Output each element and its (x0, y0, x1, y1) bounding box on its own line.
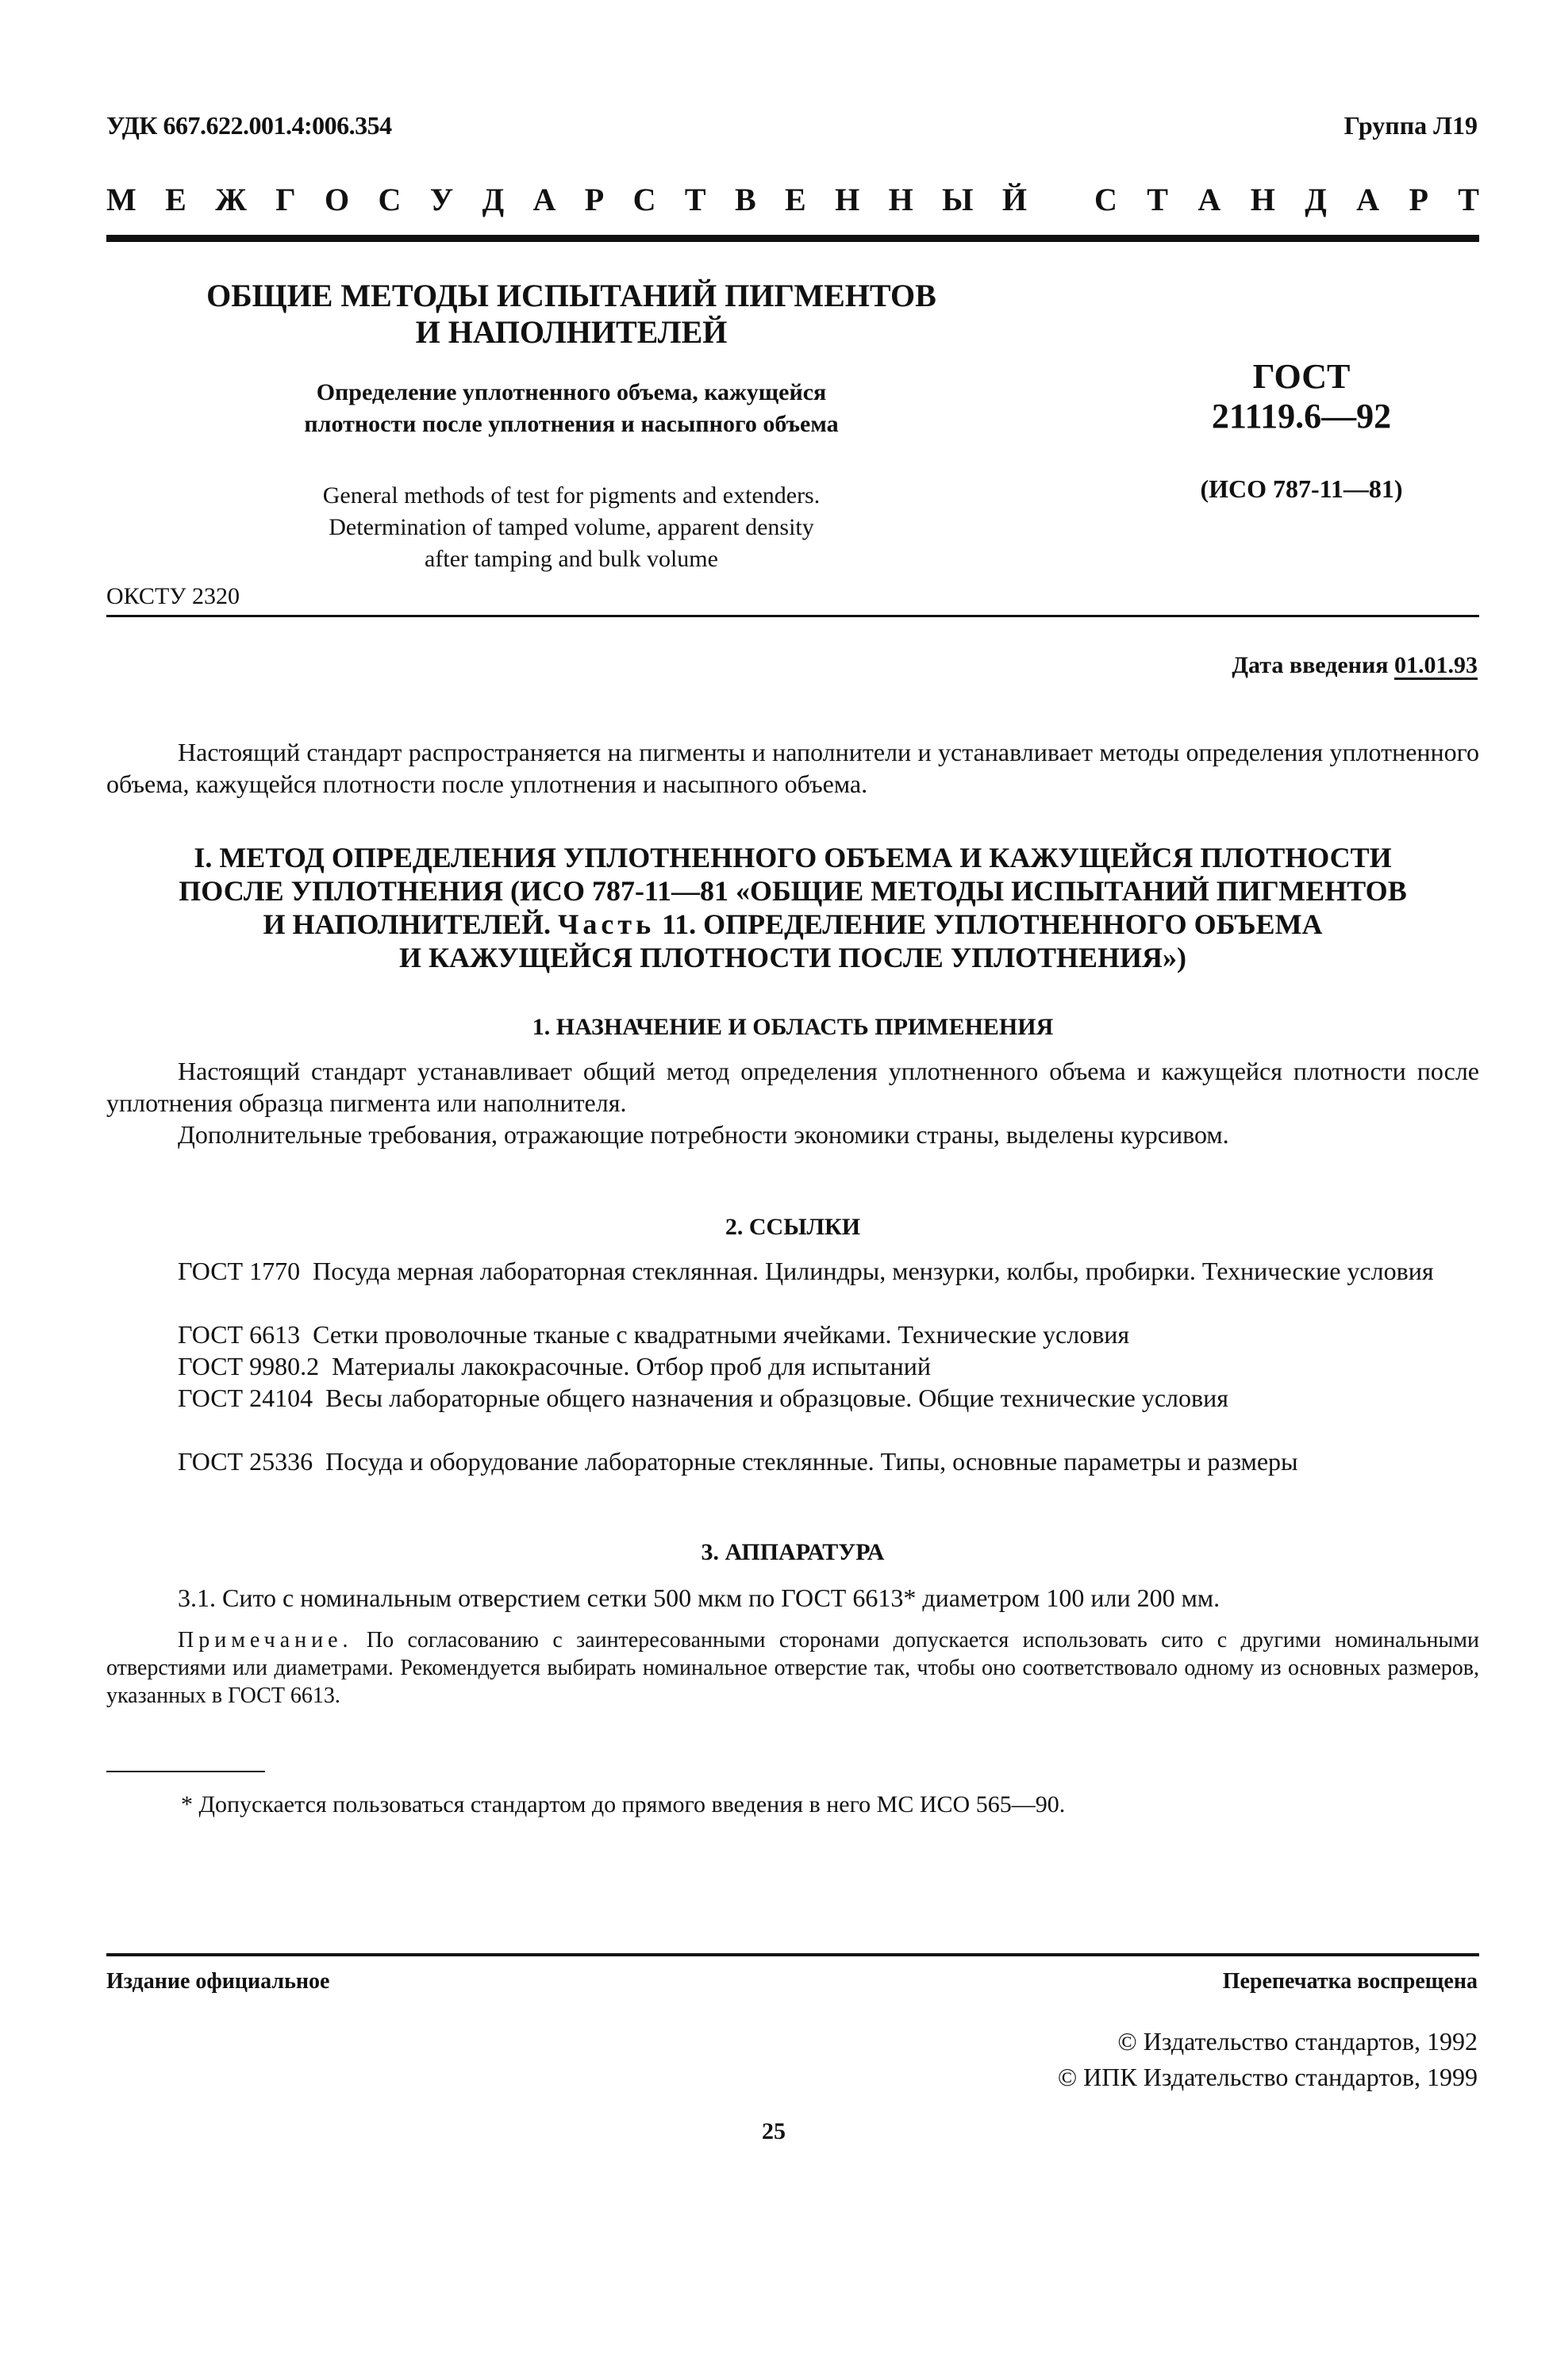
note (106, 1626, 1479, 1710)
reference-text: Весы лабораторные общего назначения и образцовые. Общие технические условия (325, 1384, 1228, 1412)
gost-label: ГОСТ (1252, 357, 1351, 396)
note-text: По согласованию с заинтересованными сторонами допускается использовать сито с другими номинальными отверстиями или диаметрами. Рекомендуется выбирать номинальное отверстие так, чтобы оно соответствовало одному из основных размеров, указанных в ГОСТ 6613. (106, 1628, 1479, 1708)
banner-letter: О (325, 182, 350, 217)
edition-label: Издание официальное (106, 1969, 330, 1994)
banner-letter: Т (1458, 182, 1479, 217)
part-title (106, 841, 1479, 974)
note-label: Примечание. (178, 1628, 353, 1653)
banner-word-interstate (106, 181, 1027, 218)
udk-code: УДК 667.622.001.4:006.354 (106, 111, 392, 140)
reprint-notice: Перепечатка воспрещена (1222, 1969, 1478, 1994)
iso-reference: (ИСО 787-11—81) (1200, 474, 1403, 503)
group-code: Группа Л19 (1343, 111, 1478, 140)
subtitle-line: Определение уплотненного объема, кажущейся (316, 379, 827, 405)
reference-item (106, 1445, 1479, 1477)
banner-letter: Т (684, 182, 706, 217)
section-3-heading: 3. АППАРАТУРА (701, 1539, 885, 1565)
part-label: Часть (557, 908, 655, 940)
banner-letter: Ж (215, 182, 247, 217)
reference-item (106, 1382, 1479, 1414)
part-title-line (106, 908, 1479, 941)
reference-text: Сетки проволочные тканые с квадратными ячейками. Технические условия (313, 1320, 1130, 1349)
page-number: 25 (762, 2118, 786, 2144)
banner-letter: Е (785, 182, 806, 217)
reference-item (106, 1255, 1479, 1287)
reference-text: Посуда мерная лабораторная стеклянная. Цилиндры, мензурки, колбы, пробирки. Технические условия (313, 1257, 1434, 1285)
section-1-paragraph: Настоящий стандарт устанавливает общий метод определения уплотненного объема и кажущейся плотности после уплотнения образца пигмента или наполнителя. (106, 1057, 1479, 1117)
reference-code: ГОСТ 9980.2 (178, 1352, 320, 1380)
section-2-heading: 2. ССЫЛКИ (725, 1214, 861, 1240)
banner-letter: Н (835, 182, 860, 217)
banner-letter: В (734, 182, 756, 217)
banner-word-standard (1094, 181, 1479, 218)
banner-letter: Н (1250, 182, 1275, 217)
document-title (175, 278, 968, 351)
reference-code: ГОСТ 24104 (178, 1384, 313, 1412)
banner-letter: А (532, 182, 556, 217)
gost-designation (1143, 357, 1460, 436)
banner-letter: С (378, 182, 402, 217)
introduction-date (1232, 652, 1478, 679)
reference-item (106, 1319, 1479, 1350)
banner-letter: А (1356, 182, 1380, 217)
banner-letter: С (1094, 182, 1117, 217)
section-1-paragraph: Дополнительные требования, отражающие потребности экономики страны, выделены курсивом. (178, 1120, 1229, 1149)
intro-date-value: 01.01.93 (1394, 652, 1478, 678)
banner-letter: Р (584, 182, 605, 217)
reference-text: Материалы лакокрасочные. Отбор проб для испытаний (332, 1352, 931, 1380)
subtitle-russian (238, 377, 905, 440)
okstu-code: ОКСТУ 2320 (106, 583, 240, 609)
footnote-divider (106, 1771, 265, 1772)
title-line: ОБЩИЕ МЕТОДЫ ИСПЫТАНИЙ ПИГМЕНТОВ (206, 278, 936, 313)
intro-date-label: Дата введения (1232, 652, 1389, 678)
header-divider (106, 235, 1479, 242)
banner-letter: С (632, 182, 656, 217)
title-block-divider (106, 615, 1479, 617)
reference-code: ГОСТ 25336 (178, 1447, 313, 1476)
reference-code: ГОСТ 1770 (178, 1257, 301, 1285)
part-title-fragment: 11. ОПРЕДЕЛЕНИЕ УПЛОТНЕННОГО ОБЪЕМА (662, 908, 1323, 940)
reference-item (106, 1350, 1479, 1382)
banner-letter: Е (165, 182, 186, 217)
copyright-1999: © ИПК Издательство стандартов, 1999 (1057, 2063, 1478, 2091)
subtitle-line: after tamping and bulk volume (425, 546, 718, 572)
banner-letter: Р (1409, 182, 1428, 217)
reference-text: Посуда и оборудование лабораторные стеклянные. Типы, основные параметры и размеры (325, 1447, 1298, 1476)
copyright-1992: © Издательство стандартов, 1992 (1117, 2027, 1478, 2056)
banner-letter: Т (1147, 182, 1168, 217)
part-title-line: I. МЕТОД ОПРЕДЕЛЕНИЯ УПЛОТНЕННОГО ОБЪЕМА И КАЖУЩЕЙСЯ ПЛОТНОСТИ (194, 842, 1392, 873)
footer-divider (106, 1953, 1479, 1956)
item-3-1: 3.1. Сито с номинальным отверстием сетки 500 мкм по ГОСТ 6613* диаметром 100 или 200 мм. (178, 1583, 1220, 1612)
interstate-standard-banner (106, 181, 1479, 218)
part-title-line: И КАЖУЩЕЙСЯ ПЛОТНОСТИ ПОСЛЕ УПЛОТНЕНИЯ») (398, 942, 1187, 973)
gost-number: 21119.6—92 (1211, 397, 1392, 436)
banner-letter: У (429, 182, 454, 217)
intro-paragraph: Настоящий стандарт распространяется на пигменты и наполнители и устанавливает методы определения уплотненного объема, кажущейся плотности после уплотнения и насыпного объема. (106, 738, 1479, 798)
banner-letter: А (1197, 182, 1221, 217)
part-title-fragment: И НАПОЛНИТЕЛЕЙ. (263, 908, 551, 940)
footnote: * Допускается пользоваться стандартом до прямого введения в него МС ИСО 565—90. (181, 1791, 1066, 1818)
reference-code: ГОСТ 6613 (178, 1320, 301, 1349)
banner-letter: Г (275, 182, 296, 217)
banner-letter: Д (1305, 182, 1327, 217)
banner-letter: М (106, 182, 136, 217)
title-line: И НАПОЛНИТЕЛЕЙ (415, 314, 728, 350)
subtitle-line: Determination of tamped volume, apparent density (329, 514, 814, 540)
banner-letter: Н (888, 182, 913, 217)
subtitle-english (254, 480, 889, 575)
banner-letter: Ы (942, 182, 974, 217)
part-title-line: ПОСЛЕ УПЛОТНЕНИЯ (ИСО 787-11—81 «ОБЩИЕ МЕТОДЫ ИСПЫТАНИЙ ПИГМЕНТОВ (179, 875, 1407, 907)
subtitle-line: плотности после уплотнения и насыпного объема (304, 411, 839, 437)
section-1-heading: 1. НАЗНАЧЕНИЕ И ОБЛАСТЬ ПРИМЕНЕНИЯ (532, 1014, 1054, 1040)
banner-letter: Й (1001, 182, 1027, 217)
subtitle-line: General methods of test for pigments and extenders. (322, 482, 821, 509)
banner-letter: Д (482, 182, 505, 217)
